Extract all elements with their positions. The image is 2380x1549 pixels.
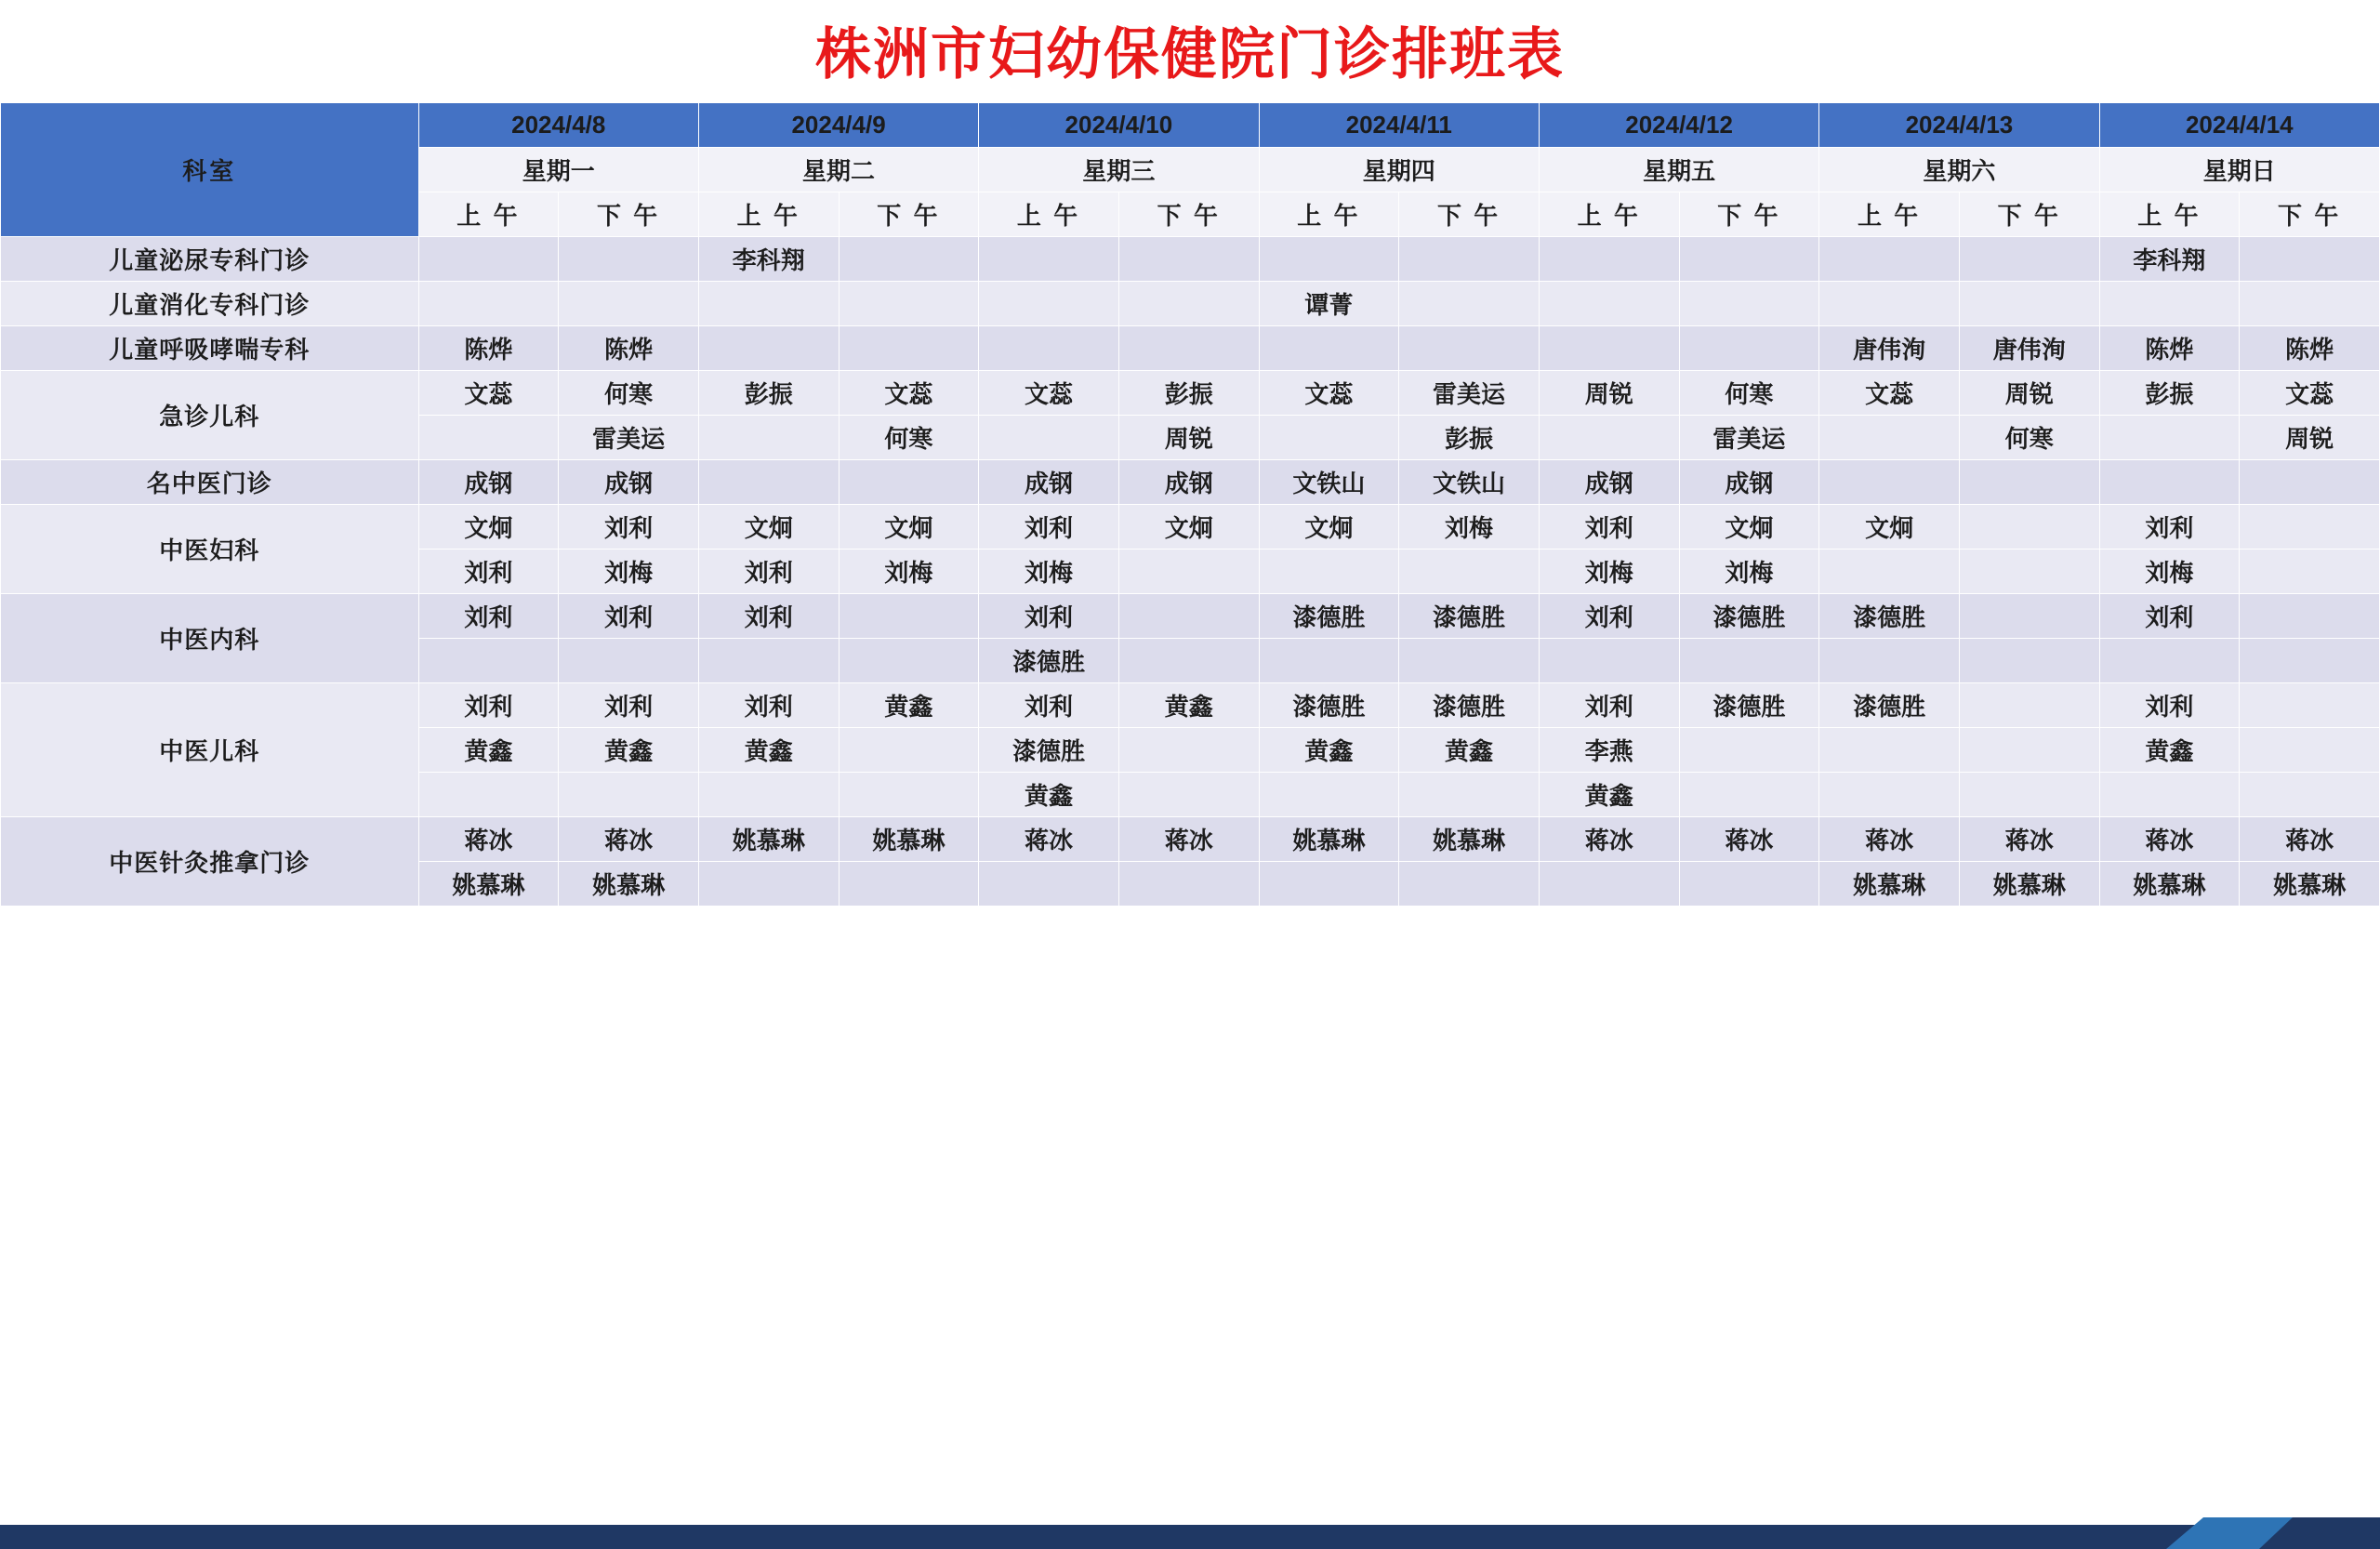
shift-cell [1679, 773, 1819, 817]
header-am-4: 上 午 [1539, 192, 1679, 237]
shift-cell: 文炯 [1259, 505, 1399, 549]
shift-cell [1399, 237, 1540, 282]
shift-cell [1959, 505, 2099, 549]
shift-cell: 姚慕琳 [1399, 817, 1540, 862]
shift-cell [1959, 282, 2099, 326]
shift-cell: 黄鑫 [698, 728, 839, 773]
shift-cell: 彭振 [1399, 416, 1540, 460]
shift-cell [1259, 326, 1399, 371]
shift-cell [1959, 460, 2099, 505]
shift-cell: 姚慕琳 [559, 862, 699, 907]
table-body [1, 237, 2380, 907]
shift-cell [1819, 460, 1960, 505]
shift-cell: 文蕊 [979, 371, 1119, 416]
dept-name-cell: 儿童消化专科门诊 [1, 282, 419, 326]
shift-cell: 黄鑫 [1259, 728, 1399, 773]
shift-cell: 黄鑫 [839, 683, 979, 728]
shift-cell: 姚慕琳 [698, 817, 839, 862]
table-row [1, 460, 2380, 505]
shift-cell: 文蕊 [2240, 371, 2380, 416]
shift-cell [698, 416, 839, 460]
header-pm-2: 下 午 [1118, 192, 1259, 237]
shift-cell [1819, 282, 1960, 326]
header-am-0: 上 午 [418, 192, 559, 237]
shift-cell [1259, 549, 1399, 594]
table-row [1, 683, 2380, 728]
shift-cell: 文炯 [1118, 505, 1259, 549]
shift-cell [418, 282, 559, 326]
shift-cell: 蒋冰 [2240, 817, 2380, 862]
shift-cell: 蒋冰 [418, 817, 559, 862]
shift-cell [1679, 728, 1819, 773]
shift-cell [698, 773, 839, 817]
shift-cell: 姚慕琳 [2099, 862, 2240, 907]
shift-cell: 陈烨 [2099, 326, 2240, 371]
shift-cell [1679, 282, 1819, 326]
shift-cell: 刘利 [559, 594, 699, 639]
table-row [1, 371, 2380, 416]
shift-cell: 陈烨 [418, 326, 559, 371]
shift-cell: 陈烨 [559, 326, 699, 371]
shift-cell: 成钢 [418, 460, 559, 505]
shift-cell [2240, 683, 2380, 728]
header-pm-4: 下 午 [1679, 192, 1819, 237]
table-row [1, 282, 2380, 326]
shift-cell: 姚慕琳 [839, 817, 979, 862]
shift-cell [839, 728, 979, 773]
shift-cell: 刘梅 [2099, 549, 2240, 594]
header-date-0: 2024/4/8 [418, 103, 698, 148]
dept-name-cell: 儿童泌尿专科门诊 [1, 237, 419, 282]
shift-cell: 漆德胜 [1259, 683, 1399, 728]
shift-cell: 刘梅 [1679, 549, 1819, 594]
page-title: 株洲市妇幼保健院门诊排班表 [815, 23, 1565, 86]
shift-cell: 姚慕琳 [1259, 817, 1399, 862]
table-row [1, 817, 2380, 862]
shift-cell [2240, 460, 2380, 505]
shift-cell: 刘利 [2099, 683, 2240, 728]
shift-cell: 雷美运 [1399, 371, 1540, 416]
shift-cell: 黄鑫 [2099, 728, 2240, 773]
shift-cell: 黄鑫 [1118, 683, 1259, 728]
shift-cell: 文炯 [698, 505, 839, 549]
shift-cell: 姚慕琳 [2240, 862, 2380, 907]
shift-cell: 成钢 [1539, 460, 1679, 505]
dept-name-cell: 中医妇科 [1, 505, 419, 594]
shift-cell: 刘利 [698, 683, 839, 728]
table-row [1, 326, 2380, 371]
shift-cell [2099, 282, 2240, 326]
shift-cell: 刘梅 [1399, 505, 1540, 549]
shift-cell: 彭振 [1118, 371, 1259, 416]
shift-cell: 漆德胜 [1399, 594, 1540, 639]
shift-cell [2240, 594, 2380, 639]
header-date-5: 2024/4/13 [1819, 103, 2099, 148]
dept-name-cell: 儿童呼吸哮喘专科 [1, 326, 419, 371]
header-weekday-6: 星期日 [2099, 148, 2379, 192]
shift-cell: 刘利 [979, 683, 1119, 728]
shift-cell: 黄鑫 [1399, 728, 1540, 773]
shift-cell [1399, 326, 1540, 371]
shift-cell [1819, 549, 1960, 594]
footer-decoration [0, 1517, 2380, 1549]
shift-cell [979, 237, 1119, 282]
shift-cell [2099, 639, 2240, 683]
shift-cell: 漆德胜 [979, 728, 1119, 773]
shift-cell: 刘梅 [839, 549, 979, 594]
shift-cell [559, 282, 699, 326]
shift-cell: 蒋冰 [979, 817, 1119, 862]
shift-cell [1539, 862, 1679, 907]
shift-cell: 蒋冰 [2099, 817, 2240, 862]
shift-cell [698, 326, 839, 371]
shift-cell: 周锐 [1539, 371, 1679, 416]
shift-cell [2099, 460, 2240, 505]
shift-cell: 何寒 [1679, 371, 1819, 416]
dept-name-cell: 中医内科 [1, 594, 419, 683]
shift-cell: 蒋冰 [559, 817, 699, 862]
shift-cell: 文蕊 [1259, 371, 1399, 416]
shift-cell: 刘利 [1539, 683, 1679, 728]
shift-cell [1819, 237, 1960, 282]
shift-cell [2240, 549, 2380, 594]
shift-cell [1959, 773, 2099, 817]
shift-cell: 刘利 [2099, 505, 2240, 549]
shift-cell [418, 416, 559, 460]
header-weekday-1: 星期二 [698, 148, 978, 192]
shift-cell: 刘利 [979, 505, 1119, 549]
shift-cell [559, 639, 699, 683]
shift-cell: 成钢 [559, 460, 699, 505]
shift-cell: 刘利 [418, 683, 559, 728]
shift-cell: 彭振 [2099, 371, 2240, 416]
shift-cell [2240, 505, 2380, 549]
shift-cell: 刘梅 [559, 549, 699, 594]
shift-cell [839, 282, 979, 326]
shift-cell: 文炯 [1679, 505, 1819, 549]
shift-cell: 漆德胜 [1679, 594, 1819, 639]
shift-cell: 漆德胜 [1259, 594, 1399, 639]
shift-cell [1819, 639, 1960, 683]
shift-cell [1819, 773, 1960, 817]
table-row [1, 594, 2380, 639]
shift-cell: 文蕊 [418, 371, 559, 416]
shift-cell: 唐伟洵 [1959, 326, 2099, 371]
dept-name-cell: 中医针灸推拿门诊 [1, 817, 419, 907]
shift-cell [839, 862, 979, 907]
shift-cell: 陈烨 [2240, 326, 2380, 371]
shift-cell [2099, 773, 2240, 817]
shift-cell [1118, 282, 1259, 326]
shift-cell: 黄鑫 [1539, 773, 1679, 817]
shift-cell [418, 237, 559, 282]
shift-cell [2240, 282, 2380, 326]
header-pm-3: 下 午 [1399, 192, 1540, 237]
shift-cell [2240, 773, 2380, 817]
shift-cell: 刘梅 [1539, 549, 1679, 594]
shift-cell [1259, 237, 1399, 282]
shift-cell [1118, 728, 1259, 773]
shift-cell [839, 460, 979, 505]
shift-cell [418, 773, 559, 817]
header-date-4: 2024/4/12 [1539, 103, 1818, 148]
dept-name-cell: 中医儿科 [1, 683, 419, 817]
shift-cell [1399, 862, 1540, 907]
shift-cell: 文蕊 [1819, 371, 1960, 416]
header-weekday-4: 星期五 [1539, 148, 1818, 192]
shift-cell: 蒋冰 [1118, 817, 1259, 862]
shift-cell: 文铁山 [1259, 460, 1399, 505]
shift-cell: 漆德胜 [1399, 683, 1540, 728]
shift-cell [1959, 594, 2099, 639]
shift-cell: 李燕 [1539, 728, 1679, 773]
shift-cell [979, 326, 1119, 371]
shift-cell [698, 460, 839, 505]
shift-cell [1959, 549, 2099, 594]
shift-cell: 周锐 [1118, 416, 1259, 460]
shift-cell: 姚慕琳 [418, 862, 559, 907]
header-dept-label: 科室 [1, 103, 419, 237]
header-pm-5: 下 午 [1959, 192, 2099, 237]
shift-cell [979, 862, 1119, 907]
header-weekday-3: 星期四 [1259, 148, 1539, 192]
shift-cell [1539, 326, 1679, 371]
header-weekday-5: 星期六 [1819, 148, 2099, 192]
shift-cell [979, 282, 1119, 326]
shift-cell: 刘利 [698, 594, 839, 639]
shift-cell [1539, 416, 1679, 460]
header-pm-0: 下 午 [559, 192, 699, 237]
shift-cell: 刘利 [559, 683, 699, 728]
shift-cell: 刘利 [979, 594, 1119, 639]
header-pm-6: 下 午 [2240, 192, 2380, 237]
header-date-6: 2024/4/14 [2099, 103, 2379, 148]
shift-cell: 谭菁 [1259, 282, 1399, 326]
shift-cell [1118, 237, 1259, 282]
shift-cell: 刘利 [559, 505, 699, 549]
shift-cell [1399, 639, 1540, 683]
shift-cell: 文炯 [418, 505, 559, 549]
shift-cell: 成钢 [979, 460, 1119, 505]
shift-cell: 唐伟洵 [1819, 326, 1960, 371]
shift-cell [2240, 728, 2380, 773]
shift-cell: 蒋冰 [1959, 817, 2099, 862]
shift-cell: 漆德胜 [1819, 594, 1960, 639]
header-date-1: 2024/4/9 [698, 103, 978, 148]
shift-cell: 文炯 [839, 505, 979, 549]
shift-cell [1399, 773, 1540, 817]
shift-cell [1399, 282, 1540, 326]
shift-cell [1679, 639, 1819, 683]
shift-cell [2240, 237, 2380, 282]
header-row-dates [1, 103, 2380, 148]
shift-cell: 刘利 [418, 549, 559, 594]
shift-cell: 文铁山 [1399, 460, 1540, 505]
shift-cell [1959, 683, 2099, 728]
header-am-2: 上 午 [979, 192, 1119, 237]
shift-cell [1539, 237, 1679, 282]
header-date-2: 2024/4/10 [979, 103, 1259, 148]
shift-cell: 漆德胜 [979, 639, 1119, 683]
shift-cell: 周锐 [2240, 416, 2380, 460]
shift-cell [418, 639, 559, 683]
shift-cell [698, 282, 839, 326]
shift-cell [1259, 862, 1399, 907]
schedule-table [0, 102, 2380, 907]
header-am-3: 上 午 [1259, 192, 1399, 237]
shift-cell [1259, 773, 1399, 817]
shift-cell: 刘利 [418, 594, 559, 639]
shift-cell [979, 416, 1119, 460]
shift-cell [1118, 862, 1259, 907]
shift-cell [1118, 594, 1259, 639]
shift-cell: 蒋冰 [1679, 817, 1819, 862]
shift-cell [1679, 237, 1819, 282]
shift-cell [1959, 639, 2099, 683]
shift-cell [1259, 639, 1399, 683]
shift-cell [839, 594, 979, 639]
shift-cell: 黄鑫 [979, 773, 1119, 817]
shift-cell [1819, 728, 1960, 773]
shift-cell: 成钢 [1118, 460, 1259, 505]
header-date-3: 2024/4/11 [1259, 103, 1539, 148]
shift-cell [839, 773, 979, 817]
shift-cell [1679, 326, 1819, 371]
shift-cell: 刘利 [698, 549, 839, 594]
shift-cell [559, 773, 699, 817]
shift-cell [1819, 416, 1960, 460]
shift-cell [1399, 549, 1540, 594]
shift-cell [1959, 237, 2099, 282]
header-am-6: 上 午 [2099, 192, 2240, 237]
header-am-5: 上 午 [1819, 192, 1960, 237]
shift-cell: 漆德胜 [1819, 683, 1960, 728]
shift-cell [1118, 773, 1259, 817]
shift-cell [839, 237, 979, 282]
shift-cell: 李科翔 [2099, 237, 2240, 282]
shift-cell: 何寒 [839, 416, 979, 460]
shift-cell [1118, 549, 1259, 594]
dept-name-cell: 名中医门诊 [1, 460, 419, 505]
shift-cell: 何寒 [1959, 416, 2099, 460]
shift-cell: 蒋冰 [1539, 817, 1679, 862]
shift-cell [2240, 639, 2380, 683]
shift-cell: 刘梅 [979, 549, 1119, 594]
shift-cell [1118, 639, 1259, 683]
shift-cell: 李科翔 [698, 237, 839, 282]
table-row [1, 237, 2380, 282]
shift-cell: 黄鑫 [418, 728, 559, 773]
shift-cell: 刘利 [1539, 594, 1679, 639]
shift-cell: 姚慕琳 [1819, 862, 1960, 907]
shift-cell [839, 639, 979, 683]
header-weekday-2: 星期三 [979, 148, 1259, 192]
shift-cell [559, 237, 699, 282]
shift-cell: 文蕊 [839, 371, 979, 416]
shift-cell [1259, 416, 1399, 460]
shift-cell [1679, 862, 1819, 907]
shift-cell [1959, 728, 2099, 773]
header-am-1: 上 午 [698, 192, 839, 237]
shift-cell [1118, 326, 1259, 371]
shift-cell: 蒋冰 [1819, 817, 1960, 862]
shift-cell [1539, 639, 1679, 683]
shift-cell: 姚慕琳 [1959, 862, 2099, 907]
shift-cell [839, 326, 979, 371]
header-pm-1: 下 午 [839, 192, 979, 237]
shift-cell: 漆德胜 [1679, 683, 1819, 728]
dept-name-cell: 急诊儿科 [1, 371, 419, 460]
shift-cell [2099, 416, 2240, 460]
footer-bar-blue [0, 1525, 2231, 1549]
table-row [1, 505, 2380, 549]
shift-cell: 黄鑫 [559, 728, 699, 773]
shift-cell: 何寒 [559, 371, 699, 416]
shift-cell: 刘利 [1539, 505, 1679, 549]
shift-cell: 雷美运 [559, 416, 699, 460]
shift-cell: 成钢 [1679, 460, 1819, 505]
shift-cell: 刘利 [2099, 594, 2240, 639]
shift-cell: 文炯 [1819, 505, 1960, 549]
shift-cell [698, 639, 839, 683]
shift-cell [698, 862, 839, 907]
shift-cell: 周锐 [1959, 371, 2099, 416]
shift-cell [1539, 282, 1679, 326]
shift-cell: 雷美运 [1679, 416, 1819, 460]
table-header [1, 103, 2380, 237]
shift-cell: 彭振 [698, 371, 839, 416]
header-weekday-0: 星期一 [418, 148, 698, 192]
